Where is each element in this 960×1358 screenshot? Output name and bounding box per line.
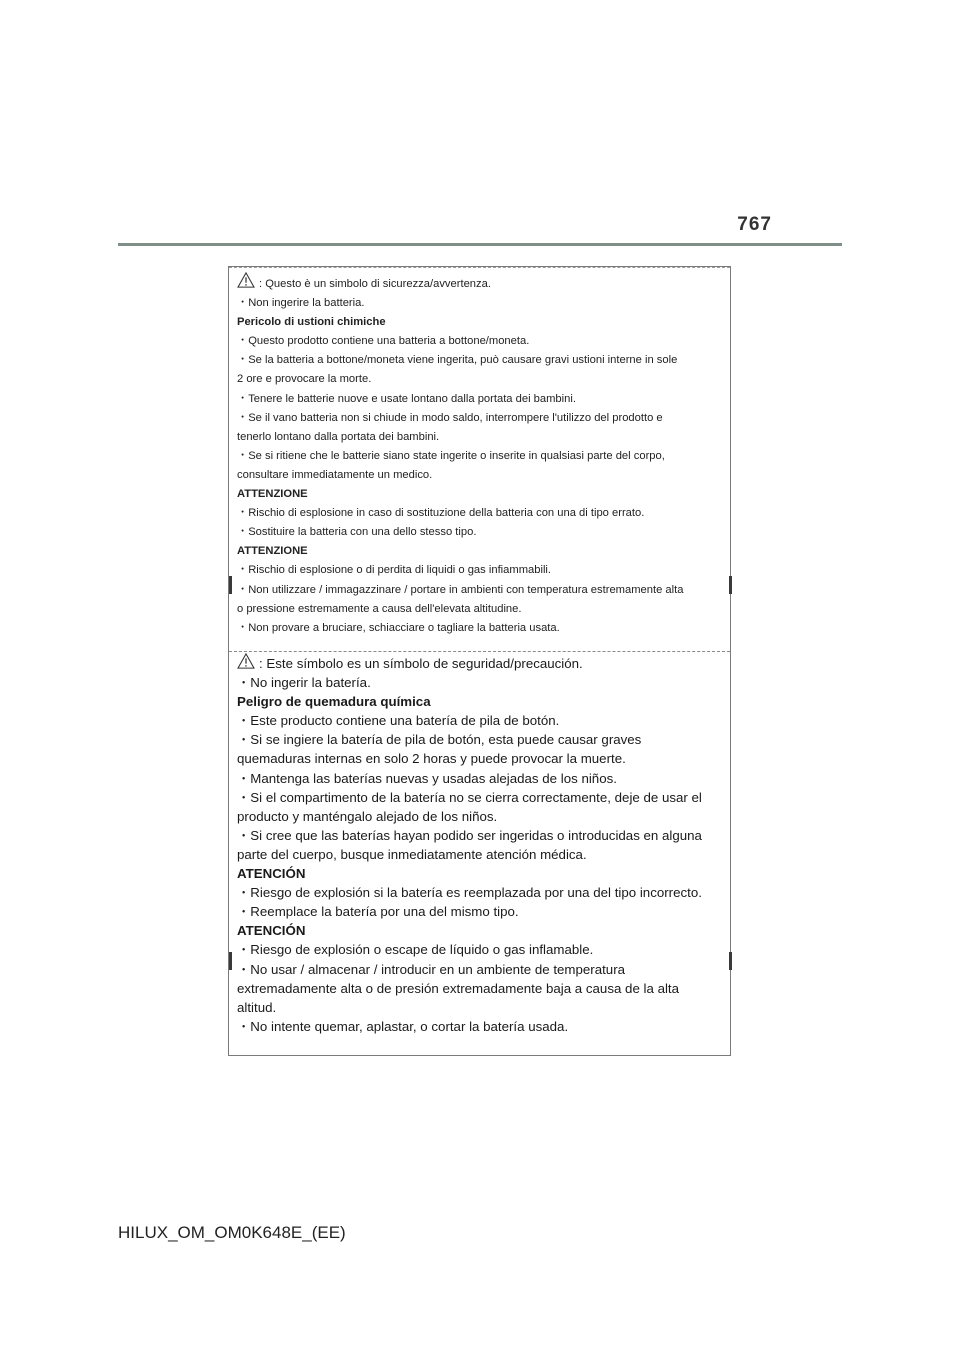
- text-line: [237, 730, 722, 749]
- section-heading: [237, 692, 722, 711]
- text-line: [237, 332, 720, 351]
- line-text: parte del cuerpo, busque inmediatamente atención médica.: [237, 846, 587, 862]
- line-text: ・Si el compartimento de la batería no se cierra correctamente, deje de usar el: [237, 789, 702, 805]
- line-text: altitud.: [237, 999, 277, 1015]
- line-text: consultare immediatamente un medico.: [237, 468, 433, 481]
- header-rule: [118, 243, 842, 246]
- section-heading: [237, 542, 720, 561]
- text-line: [237, 673, 722, 692]
- margin-mark: [729, 952, 732, 970]
- line-text: ・Si se ingiere la batería de pila de botón, esta puede causar graves: [237, 732, 642, 748]
- text-line: [237, 561, 720, 580]
- line-text: Pericolo di ustioni chimiche: [237, 316, 386, 329]
- text-line: [237, 845, 722, 864]
- line-text: ・Rischio di esplosione o di perdita di liquidi o gas infiammabili.: [237, 564, 552, 577]
- section-divider: [229, 651, 730, 652]
- text-line: [237, 370, 720, 389]
- warning-triangle-icon: [237, 653, 255, 669]
- text-line: [237, 1017, 722, 1036]
- text-line: [237, 826, 722, 845]
- line-text: ・Se il vano batteria non si chiude in modo saldo, interrompere l'utilizzo del prodotto e: [237, 411, 663, 424]
- document-code: HILUX_OM_OM0K648E_(EE): [118, 1223, 346, 1242]
- line-text: ・Tenere le batterie nuove e usate lontano dalla portata dei bambini.: [237, 392, 576, 405]
- text-line: [237, 390, 720, 409]
- text-line: [237, 466, 720, 485]
- line-text: producto y manténgalo alejado de los niños.: [237, 808, 498, 824]
- text-line: [237, 409, 720, 428]
- text-line: [237, 788, 722, 807]
- line-text: quemaduras internas en solo 2 horas y puede provocar la muerte.: [237, 751, 626, 767]
- line-text: ・Non utilizzare / immagazzinare / portare in ambienti con temperatura estremamente alta: [237, 583, 684, 596]
- text-line: [237, 523, 720, 542]
- line-text: ・Riesgo de explosión si la batería es reemplazada por una del tipo incorrecto.: [237, 885, 702, 901]
- line-text: ATTENZIONE: [237, 488, 308, 501]
- text-line: [237, 749, 722, 768]
- section-heading: [237, 485, 720, 504]
- text-line: [237, 940, 722, 959]
- text-line: [237, 960, 722, 979]
- line-text: ・Este producto contiene una batería de pila de botón.: [237, 713, 560, 729]
- text-line: [237, 581, 720, 600]
- text-line: [237, 428, 720, 447]
- spanish-warning-section: [237, 653, 722, 1036]
- text-line: [237, 600, 720, 619]
- line-text: : Questo è un simbolo di sicurezza/avvertenza.: [259, 278, 491, 290]
- line-text: ・Mantenga las baterías nuevas y usadas alejadas de los niños.: [237, 770, 617, 786]
- page-number: 767: [737, 214, 772, 235]
- line-text: ・Sostituire la batteria con una dello stesso tipo.: [237, 526, 477, 539]
- warning-triangle-icon: [237, 272, 255, 288]
- text-line: [237, 711, 722, 730]
- line-text: ATENCIÓN: [237, 866, 306, 882]
- section-heading: [237, 864, 722, 883]
- section-heading: [237, 921, 722, 940]
- margin-mark: [729, 576, 732, 594]
- line-text: 2 ore e provocare la morte.: [237, 373, 372, 386]
- line-text: ・Rischio di esplosione in caso di sostituzione della batteria con una di tipo errato.: [237, 507, 645, 520]
- line-text: ・Non provare a bruciare, schiacciare o tagliare la batteria usata.: [237, 621, 560, 634]
- text-line: [237, 883, 722, 902]
- line-text: ATTENZIONE: [237, 545, 308, 558]
- line-text: ・Si cree que las baterías hayan podido ser ingeridas o introducidas en alguna: [237, 827, 702, 843]
- line-text: ・Se si ritiene che le batterie siano state ingerite o inserite in qualsiasi parte del corpo,: [237, 449, 665, 462]
- text-line: [237, 272, 720, 294]
- text-line: [237, 504, 720, 523]
- battery-warning-box: [228, 266, 731, 1056]
- line-text: ・Questo prodotto contiene una batteria a bottone/moneta.: [237, 335, 530, 348]
- text-line: [237, 769, 722, 788]
- line-text: o pressione estremamente a causa dell'elevata altitudine.: [237, 602, 522, 615]
- line-text: ・No ingerir la batería.: [237, 675, 371, 691]
- text-line: [237, 619, 720, 638]
- text-line: [237, 979, 722, 998]
- text-line: [237, 294, 720, 313]
- italian-warning-section: [237, 272, 720, 638]
- text-line: [237, 902, 722, 921]
- line-text: extremadamente alta o de presión extremadamente baja a causa de la alta: [237, 980, 680, 996]
- line-text: tenerlo lontano dalla portata dei bambini.: [237, 430, 440, 443]
- margin-mark: [229, 576, 232, 594]
- margin-mark: [229, 952, 232, 970]
- line-text: ・No usar / almacenar / introducir en un ambiente de temperatura: [237, 961, 626, 977]
- line-text: : Este símbolo es un símbolo de seguridad/precaución.: [259, 656, 583, 671]
- line-text: ATENCIÓN: [237, 923, 306, 939]
- box-top-border: [229, 267, 730, 268]
- line-text: ・No intente quemar, aplastar, o cortar la batería usada.: [237, 1018, 569, 1034]
- section-heading: [237, 313, 720, 332]
- text-line: [237, 447, 720, 466]
- text-line: [237, 351, 720, 370]
- text-line: [237, 807, 722, 826]
- line-text: ・Non ingerire la batteria.: [237, 297, 365, 310]
- line-text: Peligro de quemadura química: [237, 694, 431, 710]
- line-text: ・Riesgo de explosión o escape de líquido o gas inflamable.: [237, 942, 594, 958]
- line-text: ・Se la batteria a bottone/moneta viene ingerita, può causare gravi ustioni interne in sole: [237, 354, 678, 367]
- text-line: [237, 998, 722, 1017]
- text-line: [237, 653, 722, 673]
- line-text: ・Reemplace la batería por una del mismo tipo.: [237, 904, 519, 920]
